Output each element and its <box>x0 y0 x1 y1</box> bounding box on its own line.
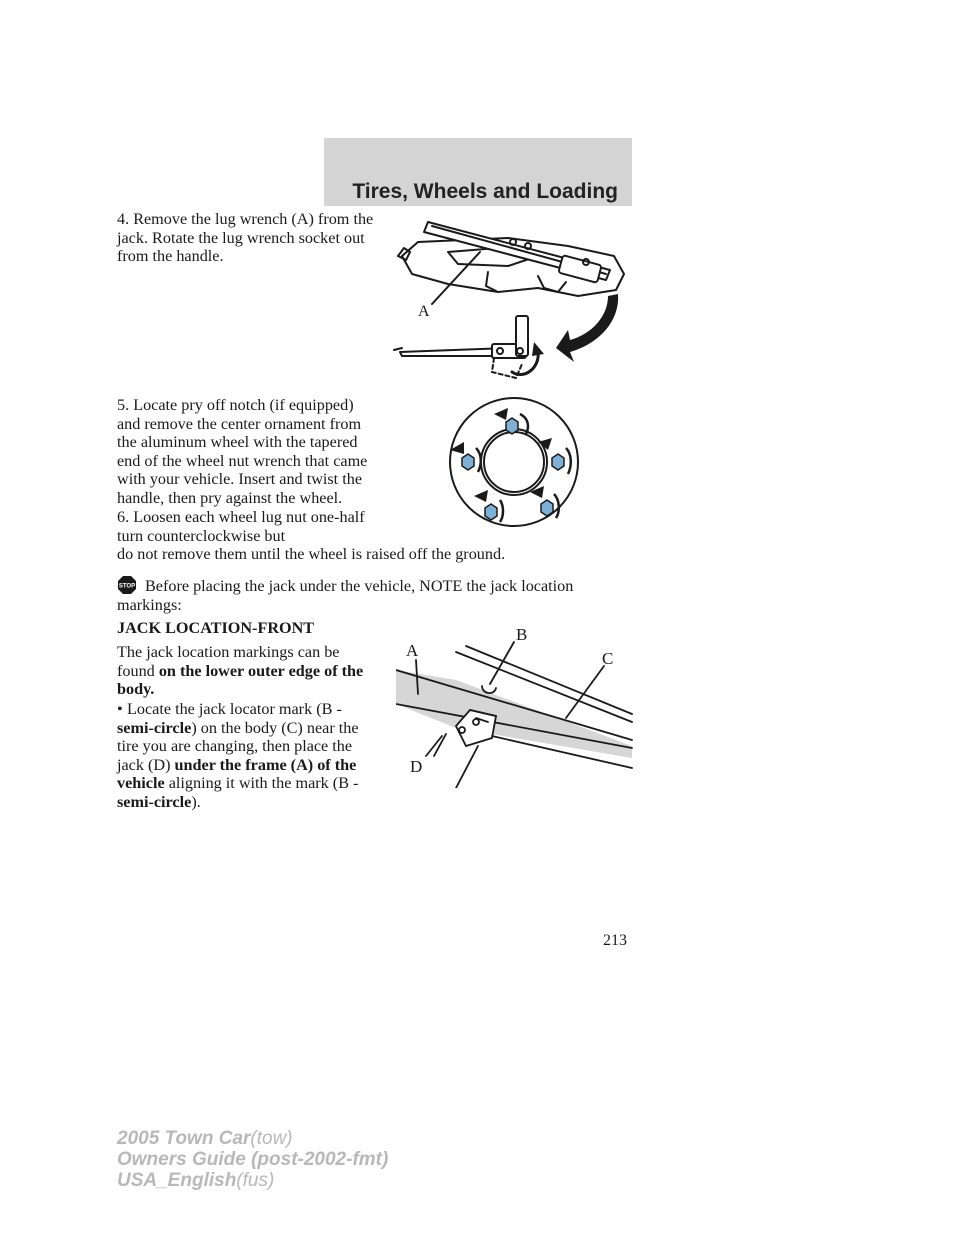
step-6-text-b: do not remove them until the wheel is raised off the ground. <box>117 545 506 563</box>
document-footer <box>117 1128 388 1191</box>
bullet-p1: Locate the jack locator mark (B - <box>127 700 342 718</box>
footer-model: 2005 Town Car <box>117 1128 251 1149</box>
footer-language: USA_English <box>117 1170 237 1191</box>
bullet-p2: ) on the body (C) near the tire you are changing, then place the jack (D) <box>117 718 359 774</box>
step-4-text: 4. Remove the lug wrench (A) from the jack. Rotate the lug wrench socket out from the handle. <box>117 210 374 266</box>
frame-label-a: A <box>406 641 419 660</box>
page-number: 213 <box>603 932 627 949</box>
footer-model-code: (tow) <box>250 1128 293 1149</box>
jack-location-front-figure <box>396 618 636 788</box>
step-6-text-a: 6. Loosen each wheel lug nut one-half turn counterclockwise but <box>117 508 365 545</box>
bullet-symbol: • <box>117 700 123 718</box>
jack-lug-wrench-figure <box>388 212 638 382</box>
step-5-text: 5. Locate pry off notch (if equipped) and remove the center ornament from the aluminum wheel with the tapered end of the wheel nut wrench that came with your vehicle. Insert and twist the handle, then pry against the wheel. <box>117 396 368 507</box>
bullet-b3: semi-circle <box>117 792 192 811</box>
bullet-b2: under the frame (A) of the vehicle <box>117 755 357 793</box>
footer-guide: Owners Guide (post-2002-fmt) <box>117 1149 389 1170</box>
jack-locate-bullet <box>117 700 379 812</box>
jack-label-d: D <box>410 757 423 776</box>
body-label-c: C <box>602 649 614 668</box>
section-header <box>324 138 632 206</box>
intro-bold: on the lower outer edge of the body. <box>117 661 364 699</box>
svg-text:STOP: STOP <box>118 583 136 590</box>
note-text-line2: markings: <box>117 595 182 614</box>
intro-plain: The jack location markings can be found <box>117 643 340 680</box>
body-mark-label-b: B <box>516 625 528 644</box>
bullet-b1: semi-circle <box>117 718 192 737</box>
wrench-label-a: A <box>418 303 430 320</box>
note-text-line1: Before placing the jack under the vehicle, NOTE the jack location <box>145 577 574 595</box>
bullet-p4: ). <box>191 792 201 811</box>
footer-language-code: (fus) <box>236 1170 275 1191</box>
jack-location-heading: JACK LOCATION-FRONT <box>117 619 315 637</box>
jack-note <box>117 575 637 614</box>
section-title: Tires, Wheels and Loading <box>352 180 618 203</box>
bullet-p3: aligning it with the mark (B - <box>164 774 359 793</box>
stop-icon <box>117 575 137 595</box>
jack-location-intro <box>117 643 379 699</box>
wheel-lug-nuts-figure <box>444 392 584 532</box>
